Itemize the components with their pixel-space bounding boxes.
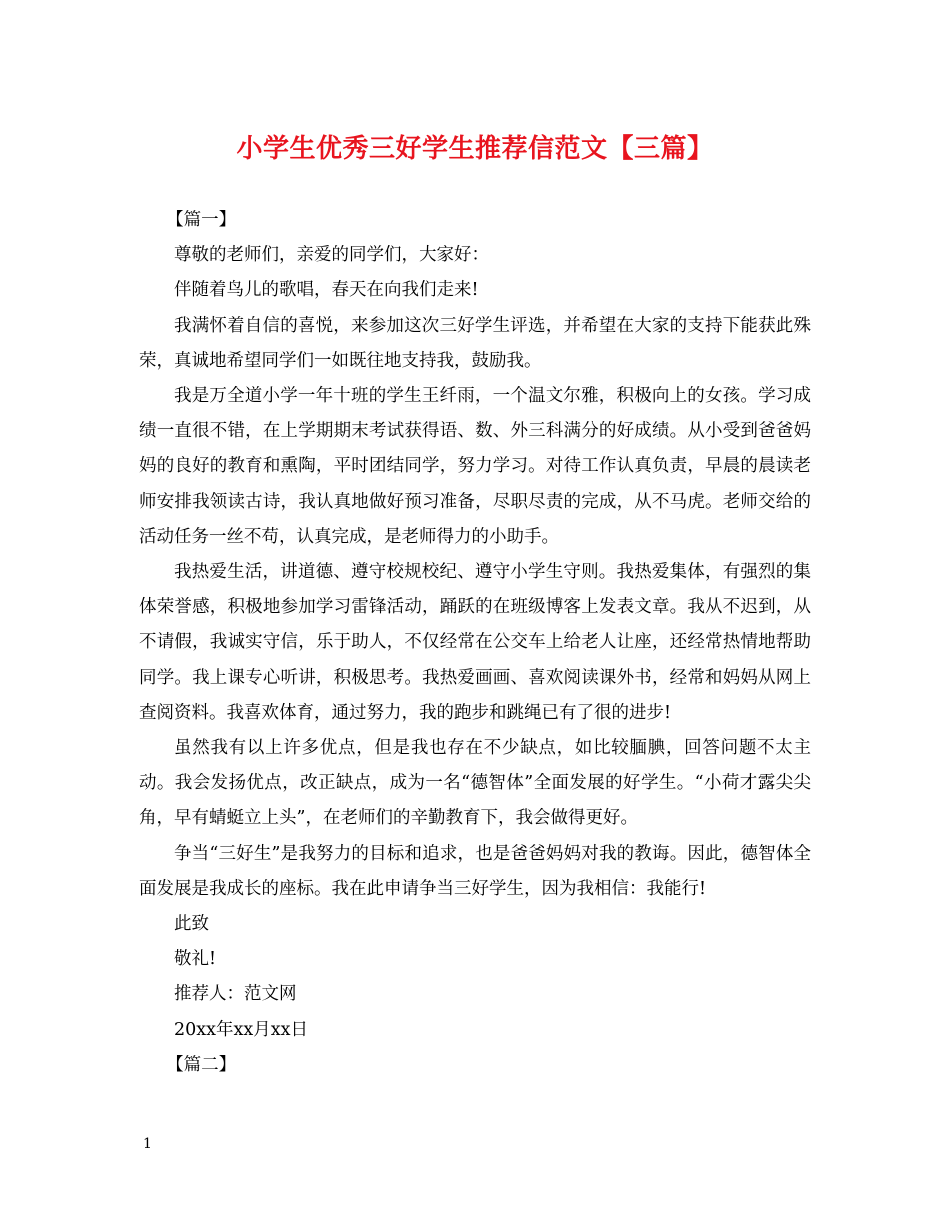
document-title: 小学生优秀三好学生推荐信范文【三篇】	[236, 134, 714, 164]
section-heading-1: 【篇一】	[166, 210, 237, 230]
section-heading-2: 【篇二】	[166, 1054, 237, 1075]
recommender-line: 推荐人：范文网	[174, 984, 297, 1005]
body-paragraph: 争当“三好生”是我努力的目标和追求，也是爸爸妈妈对我的教诲。因此，德智体全面发展是我成长的座标。我在此申请争当三好学生，因为我相信：我能行!	[139, 843, 811, 899]
body-paragraph: 虽然我有以上许多优点，但是我也存在不少缺点，如比较腼腆，回答问题不太主动。我会发扬优点，改正缺点，成为一名“德智体”全面发展的好学生。“小荷才露尖尖角，早有蜻蜓立上头”，在老师们的辛勤教育下，我会做得更好。	[139, 738, 811, 829]
opening-line: 伴随着鸟儿的歌唱，春天在向我们走来!	[174, 280, 479, 301]
body-paragraph: 我是万全道小学一年十班的学生王纤雨，一个温文尔雅，积极向上的女孩。学习成绩一直很不错，在上学期期末考试获得语、数、外三科满分的好成绩。从小受到爸爸妈妈的良好的教育和熏陶，平时团结同学，努力学习。对待工作认真负责，早晨的晨读老师安排我领读古诗，我认真地做好预习准备，尽职尽责的完成，从不马虎。老师交给的活动任务一丝不苟，认真完成，是老师得力的小助手。	[139, 386, 811, 547]
greeting-line: 尊敬的老师们，亲爱的同学们，大家好：	[174, 245, 489, 266]
salute-line: 敬礼!	[174, 949, 217, 970]
document-body	[139, 203, 811, 1083]
page-number: 1	[143, 1136, 152, 1152]
body-paragraph: 我热爱生活，讲道德、遵守校规校纪、遵守小学生守则。我热爱集体，有强烈的集体荣誉感，积极地参加学习雷锋活动，踊跃的在班级博客上发表文章。我从不迟到，从不请假，我诚实守信，乐于助人，不仅经常在公交车上给老人让座，还经常热情地帮助同学。我上课专心听讲，积极思考。我热爱画画、喜欢阅读课外书，经常和妈妈从网上查阅资料。我喜欢体育，通过努力，我的跑步和跳绳已有了很的进步!	[139, 562, 811, 723]
closing-line: 此致	[174, 914, 209, 935]
body-paragraph: 我满怀着自信的喜悦，来参加这次三好学生评选，并希望在大家的支持下能获此殊荣，真诚地希望同学们一如既往地支持我，鼓励我。	[139, 315, 811, 371]
date-line: 20xx年xx月xx日	[174, 1019, 308, 1040]
